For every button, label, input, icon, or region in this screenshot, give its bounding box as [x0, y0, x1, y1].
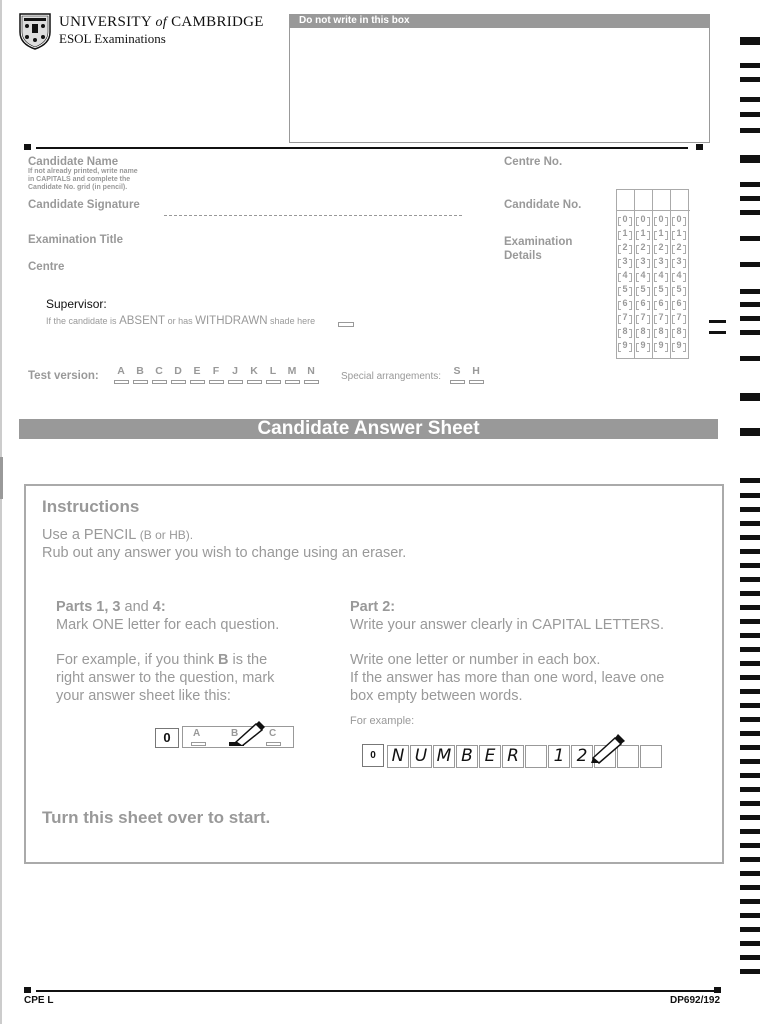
university-name: UNIVERSITY of CAMBRIDGE	[59, 14, 264, 30]
candidate-no-header-row	[616, 189, 690, 211]
example-question-number: 0	[155, 728, 179, 748]
test-version-option[interactable]: C	[155, 365, 163, 377]
example-letter-box: U	[410, 745, 432, 768]
test-version-option[interactable]: F	[212, 365, 220, 377]
divider-bottom	[36, 990, 714, 992]
timing-mark	[740, 330, 760, 335]
absent-shade-box[interactable]	[338, 322, 354, 327]
candidate-no-digit[interactable]: 1	[655, 228, 667, 238]
test-version-box[interactable]	[171, 380, 186, 384]
candidate-signature-label: Candidate Signature	[28, 199, 140, 211]
timing-mark	[740, 577, 760, 582]
example-line-3: your answer sheet like this:	[56, 688, 231, 704]
candidate-no-digit[interactable]: 0	[619, 214, 631, 224]
special-arrangement-box[interactable]	[469, 380, 484, 384]
pencil-icon	[588, 732, 626, 764]
test-version-option[interactable]: M	[287, 365, 297, 377]
timing-mark	[740, 128, 760, 133]
test-version-option[interactable]: B	[136, 365, 144, 377]
timing-mark	[740, 77, 760, 82]
timing-mark	[740, 37, 760, 45]
test-version-box[interactable]	[152, 380, 167, 384]
candidate-no-digit[interactable]: 2	[655, 242, 667, 252]
timing-mark	[740, 745, 760, 750]
footer-code-left: CPE L	[24, 995, 54, 1006]
candidate-no-digit[interactable]: 1	[637, 228, 649, 238]
test-version-option[interactable]: N	[307, 365, 315, 377]
test-version-box[interactable]	[266, 380, 281, 384]
timing-mark	[740, 97, 760, 102]
timing-mark	[740, 955, 760, 960]
candidate-no-digit[interactable]: 9	[673, 340, 685, 350]
timing-mark	[740, 210, 760, 215]
timing-mark	[740, 507, 760, 512]
candidate-no-digit[interactable]: 9	[655, 340, 667, 350]
timing-mark	[740, 356, 760, 361]
special-arrangement-option[interactable]: H	[472, 365, 480, 377]
test-version-box[interactable]	[190, 380, 205, 384]
supervisor-label: Supervisor:	[46, 297, 107, 311]
centre-no-label: Centre No.	[504, 156, 563, 168]
candidate-no-digit[interactable]: 3	[655, 256, 667, 266]
parts-134-body: Mark ONE letter for each question.	[56, 617, 280, 633]
example-letter-box: B	[456, 745, 478, 768]
special-arrangement-option[interactable]: S	[453, 365, 461, 377]
candidate-no-digit[interactable]: 2	[673, 242, 685, 252]
candidate-no-digit[interactable]: 4	[673, 270, 685, 280]
timing-mark	[740, 871, 760, 876]
university-crest-icon	[18, 12, 52, 50]
timing-mark	[740, 703, 760, 708]
timing-mark	[740, 521, 760, 526]
pencil-instruction: Use a PENCIL (B or HB).	[42, 527, 194, 543]
example-line-2: right answer to the question, mark	[56, 670, 275, 686]
example-option-c: C	[269, 728, 277, 739]
test-version-box[interactable]	[133, 380, 148, 384]
test-version-label: Test version:	[28, 370, 99, 382]
instructions-heading: Instructions	[42, 497, 140, 516]
candidate-name-label: Candidate Name	[28, 156, 119, 168]
timing-mark	[740, 829, 760, 834]
candidate-no-digit[interactable]: 0	[637, 214, 649, 224]
divider-top	[36, 147, 688, 149]
example-letter-box	[640, 745, 662, 768]
example-letter-box: N	[387, 745, 409, 768]
candidate-no-digit[interactable]: 7	[673, 312, 685, 322]
timing-mark	[740, 773, 760, 778]
timing-mark	[740, 843, 760, 848]
candidate-no-digit[interactable]: 7	[655, 312, 667, 322]
test-version-box[interactable]	[247, 380, 262, 384]
special-arrangement-box[interactable]	[450, 380, 465, 384]
test-version-option[interactable]: D	[174, 365, 182, 377]
part-2-line-2: If the answer has more than one word, leave one	[350, 670, 665, 686]
candidate-no-digit[interactable]: 4	[619, 270, 631, 280]
timing-mark	[740, 689, 760, 694]
candidate-no-digit[interactable]: 6	[619, 298, 631, 308]
part-2-body: Write your answer clearly in CAPITAL LETTERS.	[350, 617, 664, 633]
candidate-no-digit[interactable]: 1	[673, 228, 685, 238]
timing-mark	[740, 262, 760, 267]
test-version-box[interactable]	[304, 380, 319, 384]
page-edge	[0, 0, 2, 1024]
page-title: Candidate Answer Sheet	[19, 419, 718, 439]
centre-label: Centre	[28, 261, 65, 273]
esol-subtitle: ESOL Examinations	[59, 31, 166, 46]
timing-mark	[740, 941, 760, 946]
timing-mark	[740, 899, 760, 904]
example-letter-box: E	[479, 745, 501, 768]
candidate-no-digit[interactable]: 6	[673, 298, 685, 308]
candidate-no-digit[interactable]: 6	[637, 298, 649, 308]
parts-134-heading: Parts 1, 3 and 4:	[56, 599, 166, 615]
turn-over-note: Turn this sheet over to start.	[42, 808, 271, 827]
do-not-write-header: Do not write in this box	[289, 14, 709, 28]
candidate-no-digit[interactable]: 8	[637, 326, 649, 336]
example-letter-box: R	[502, 745, 524, 768]
candidate-no-digit[interactable]: 8	[655, 326, 667, 336]
timing-mark	[740, 302, 760, 307]
example-option-a: A	[193, 728, 201, 739]
part-2-line-3: box empty between words.	[350, 688, 523, 704]
test-version-option[interactable]: J	[232, 365, 238, 377]
eraser-instruction: Rub out any answer you wish to change using an eraser.	[42, 545, 407, 561]
test-version-option[interactable]: L	[269, 365, 277, 377]
corner-mark	[24, 144, 31, 150]
example-option-c-box	[266, 742, 281, 746]
test-version-option[interactable]: E	[193, 365, 201, 377]
candidate-no-digit[interactable]: 3	[637, 256, 649, 266]
candidate-no-digit[interactable]: 7	[619, 312, 631, 322]
part-2-line-1: Write one letter or number in each box.	[350, 652, 601, 668]
candidate-no-digit[interactable]: 5	[673, 284, 685, 294]
test-version-option[interactable]: K	[250, 365, 258, 377]
timing-mark	[740, 316, 760, 321]
timing-mark	[740, 478, 760, 483]
timing-mark	[740, 647, 760, 652]
corner-mark	[24, 987, 31, 993]
timing-mark	[740, 236, 760, 241]
candidate-no-digit[interactable]: 6	[655, 298, 667, 308]
timing-mark	[740, 885, 760, 890]
special-arrangements-label: Special arrangements:	[341, 371, 442, 382]
timing-mark	[740, 493, 760, 498]
candidate-no-digit[interactable]: 9	[637, 340, 649, 350]
timing-mark	[740, 927, 760, 932]
example-line-1: For example, if you think B is the	[56, 652, 268, 668]
candidate-no-digit[interactable]: 8	[619, 326, 631, 336]
timing-mark	[740, 675, 760, 680]
footer-code-right: DP692/192	[670, 995, 721, 1006]
test-version-box[interactable]	[285, 380, 300, 384]
timing-mark	[740, 619, 760, 624]
examination-details-label: Examination Details	[504, 236, 573, 262]
timing-mark	[740, 535, 760, 540]
timing-mark	[740, 857, 760, 862]
example-question-number-2: 0	[362, 744, 384, 767]
corner-mark	[714, 987, 721, 993]
candidate-no-digit[interactable]: 9	[619, 340, 631, 350]
timing-mark	[740, 717, 760, 722]
test-version-box[interactable]	[114, 380, 129, 384]
timing-mark	[740, 913, 760, 918]
example-letter-box	[525, 745, 547, 768]
candidate-no-digit[interactable]: 5	[637, 284, 649, 294]
timing-mark	[740, 787, 760, 792]
test-version-option[interactable]: A	[117, 365, 125, 377]
timing-mark	[740, 182, 760, 187]
candidate-no-digit[interactable]: 2	[637, 242, 649, 252]
timing-mark	[740, 155, 760, 163]
candidate-no-digit[interactable]: 0	[673, 214, 685, 224]
timing-mark	[740, 549, 760, 554]
example-letter-box: 1	[548, 745, 570, 768]
absent-instruction: If the candidate is ABSENT or has WITHDRAWN shade here	[46, 315, 316, 327]
timing-mark	[740, 112, 760, 117]
timing-mark	[740, 428, 760, 436]
corner-mark	[696, 144, 703, 150]
candidate-no-digit[interactable]: 3	[673, 256, 685, 266]
candidate-no-digit[interactable]: 3	[619, 256, 631, 266]
timing-mark	[709, 331, 726, 334]
timing-mark	[740, 393, 760, 401]
timing-mark	[740, 196, 760, 201]
timing-mark	[740, 289, 760, 294]
do-not-write-box	[289, 14, 710, 143]
timing-mark	[740, 815, 760, 820]
candidate-no-digit[interactable]: 1	[619, 228, 631, 238]
candidate-no-label: Candidate No.	[504, 199, 582, 211]
part-2-heading: Part 2:	[350, 599, 396, 615]
example-letter-box: 2	[571, 745, 593, 768]
example-option-a-box	[191, 742, 206, 746]
timing-mark	[740, 759, 760, 764]
signature-line[interactable]	[164, 215, 462, 216]
candidate-no-digit[interactable]: 8	[673, 326, 685, 336]
timing-mark	[740, 661, 760, 666]
page-edge-mark	[0, 457, 3, 499]
candidate-no-digit[interactable]: 5	[619, 284, 631, 294]
timing-mark	[740, 591, 760, 596]
timing-mark	[740, 63, 760, 68]
candidate-no-digit[interactable]: 4	[655, 270, 667, 280]
candidate-no-digit[interactable]: 4	[637, 270, 649, 280]
candidate-no-digit[interactable]: 0	[655, 214, 667, 224]
timing-mark	[740, 563, 760, 568]
timing-mark	[740, 731, 760, 736]
candidate-no-digit[interactable]: 5	[655, 284, 667, 294]
test-version-box[interactable]	[228, 380, 243, 384]
examination-title-label: Examination Title	[28, 234, 124, 246]
timing-mark	[709, 320, 726, 323]
example-option-b: B	[231, 728, 239, 739]
pencil-icon	[232, 720, 266, 746]
example-letter-box: M	[433, 745, 455, 768]
timing-mark	[740, 633, 760, 638]
timing-mark	[740, 969, 760, 974]
timing-mark	[740, 801, 760, 806]
timing-mark	[740, 605, 760, 610]
candidate-name-note: If not already printed, write name in CAPITALS and complete the Candidate No. grid (in pencil).	[28, 168, 138, 191]
candidate-no-digit[interactable]: 2	[619, 242, 631, 252]
test-version-box[interactable]	[209, 380, 224, 384]
for-example-label: For example:	[350, 715, 415, 727]
candidate-no-digit[interactable]: 7	[637, 312, 649, 322]
